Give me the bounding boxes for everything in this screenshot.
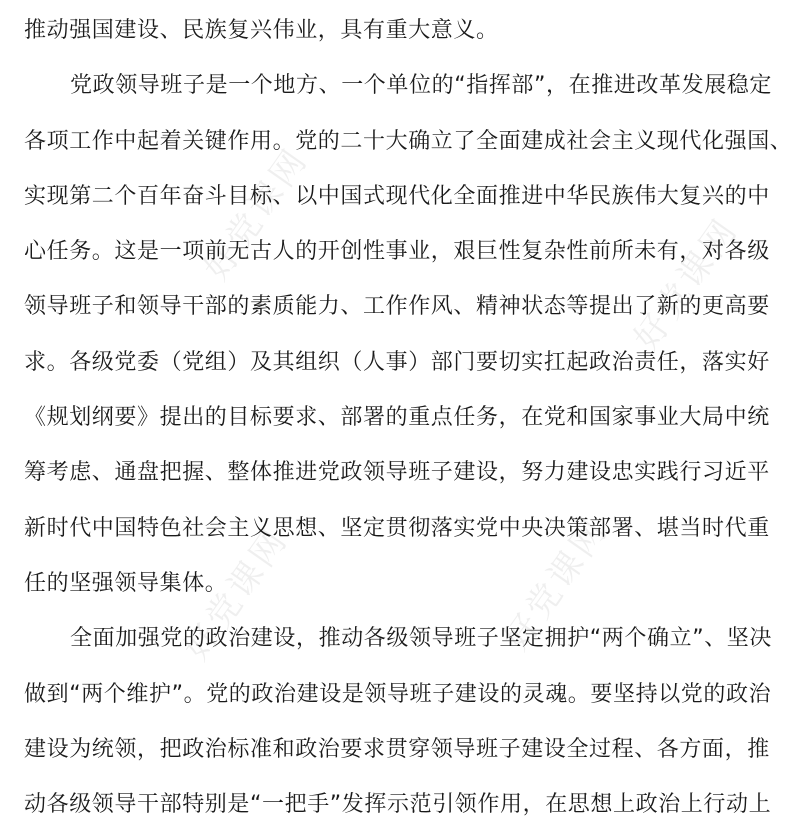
text-line: 心任务。这是一项前无古人的开创性事业，艰巨性复杂性前所未有，对各级 (24, 239, 770, 265)
watermark: 好党课网 (196, 140, 317, 288)
paragraph-start-line: 党政领导班子是一个地方、一个单位的“指挥部”，在推进改革发展稳定 (70, 73, 772, 99)
text-line: 筹考虑、通盘把握、整体推进党政领导班子建设，努力建设忠实践行习近平 (24, 460, 770, 486)
text-line: 新时代中国特色社会主义思想、坚定贯彻落实党中央决策部署、堪当时代重 (24, 515, 770, 541)
text-line: 做到“两个维护”。党的政治建设是领导班子建设的灵魂。要坚持以党的政治 (24, 681, 772, 707)
text-line: 动各级领导干部特别是“一把手”发挥示范引领作用，在思想上政治上行动上 (24, 792, 772, 818)
text-line: 任的坚强领导集体。 (24, 570, 228, 596)
watermark: 好党课网 (626, 210, 747, 358)
text-line: 实现第二个百年奋斗目标、以中国式现代化全面推进中华民族伟大复兴的中 (24, 183, 770, 209)
watermark: 好党课网 (496, 510, 617, 658)
text-line: 《规划纲要》提出的目标要求、部署的重点任务，在党和国家事业大局中统 (24, 405, 770, 431)
text-line: 求。各级党委（党组）及其组织（人事）部门要切实扛起政治责任，落实好 (24, 349, 770, 375)
text-line: 推动强国建设、民族复兴伟业，具有重大意义。 (24, 18, 499, 43)
text-line: 领导班子和领导干部的素质能力、工作作风、精神状态等提出了新的更高要 (24, 294, 770, 320)
text-line: 建设为统领，把政治标准和政治要求贯穿领导班子建设全过程、各方面，推 (24, 736, 770, 762)
watermark: 好党课网 (176, 520, 297, 668)
document-body (24, 3, 793, 832)
text-line: 各项工作中起着关键作用。党的二十大确立了全面建成社会主义现代化强国、 (24, 128, 793, 154)
paragraph-start-line: 全面加强党的政治建设，推动各级领导班子坚定拥护“两个确立”、坚决 (70, 626, 772, 652)
